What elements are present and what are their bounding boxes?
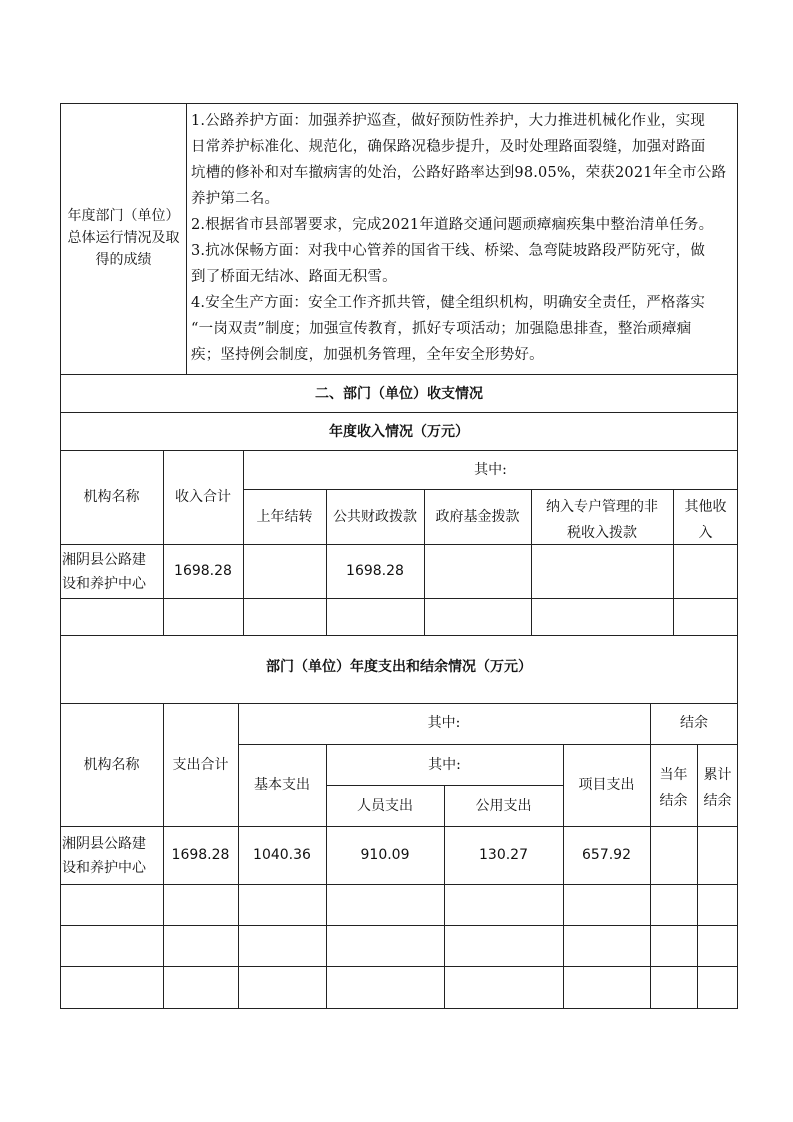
income-col-public-finance: 公共财政拨款: [333, 509, 417, 525]
performance-item-3: 3.抗冰保畅方面：对我中心管养的国省干线、桥梁、急弯陡坡路段严防死守，做 到了桥面无结冰、路面无积雪。: [191, 243, 706, 285]
expense-col-org: 机构名称: [83, 757, 140, 773]
income-col-gov-fund: 政府基金拨款: [435, 509, 520, 525]
expense-col-personnel: 人员支出: [357, 798, 413, 814]
expense-row-total: 1698.28: [171, 847, 230, 863]
section-title: 二、部门（单位）收支情况: [315, 386, 483, 402]
income-row-public-finance: 1698.28: [346, 563, 404, 579]
expense-row-org: 湘阴县公路建 设和养护中心: [62, 836, 146, 876]
income-row-org: 湘阴县公路建 设和养护中心: [62, 552, 146, 592]
expense-col-basic-of-which: 其中:: [428, 757, 461, 773]
income-col-other: 其他收 入: [684, 499, 727, 541]
performance-item-4: 4.安全生产方面：安全工作齐抓共管，健全组织机构，明确安全责任，严格落实 “一岗双责”制度；加强宣传教育，抓好专项活动；加强隐患排查，整治顽瘴痼 疾；坚持例会制度，加强机务管理，全年安全形势好。: [191, 295, 706, 363]
performance-text: [191, 108, 737, 368]
expense-row-public: 130.27: [479, 847, 528, 863]
performance-item-1: 1.公路养护方面：加强养护巡查，做好预防性养护，大力推进机械化作业，实现 日常养护标准化、规范化，确保路况稳步提升，及时处理路面裂缝，加强对路面 坑槽的修补和对车撤病害的处治，公路好路率达到98.05%，荣获2021年全市公路 养护第二名。: [191, 113, 727, 207]
expense-row-personnel: 910.09: [360, 847, 410, 863]
income-col-total: 收入合计: [175, 489, 231, 505]
expense-col-basic: 基本支出: [254, 777, 310, 793]
expense-col-current-year: 当年 结余: [659, 767, 688, 809]
expense-col-surplus: 结余: [680, 715, 708, 731]
expense-col-project: 项目支出: [578, 777, 635, 793]
expense-row-basic: 1040.36: [253, 847, 311, 863]
expense-col-total: 支出合计: [172, 757, 229, 773]
income-col-org: 机构名称: [83, 489, 140, 505]
expense-col-cumulative: 累计 结余: [703, 767, 732, 809]
expense-title: 部门（单位）年度支出和结余情况（万元）: [266, 659, 532, 675]
income-col-nontax: 纳入专户管理的非 税收入拨款: [546, 499, 658, 541]
expense-col-public: 公用支出: [475, 798, 532, 814]
income-col-of-which: 其中:: [474, 462, 507, 478]
performance-item-2: 2.根据省市县部署要求，完成2021年道路交通问题顽瘴痼疾集中整治清单任务。: [191, 217, 714, 233]
performance-label: 年度部门（单位） 总体运行情况及取 得的成绩: [67, 208, 180, 268]
income-title: 年度收入情况（万元）: [329, 424, 469, 440]
income-col-carryover: 上年结转: [256, 509, 313, 525]
expense-col-of-which: 其中:: [427, 715, 461, 731]
grid-line: [186, 103, 187, 374]
expense-row-project: 657.92: [582, 847, 631, 863]
income-row-total: 1698.28: [174, 563, 232, 579]
